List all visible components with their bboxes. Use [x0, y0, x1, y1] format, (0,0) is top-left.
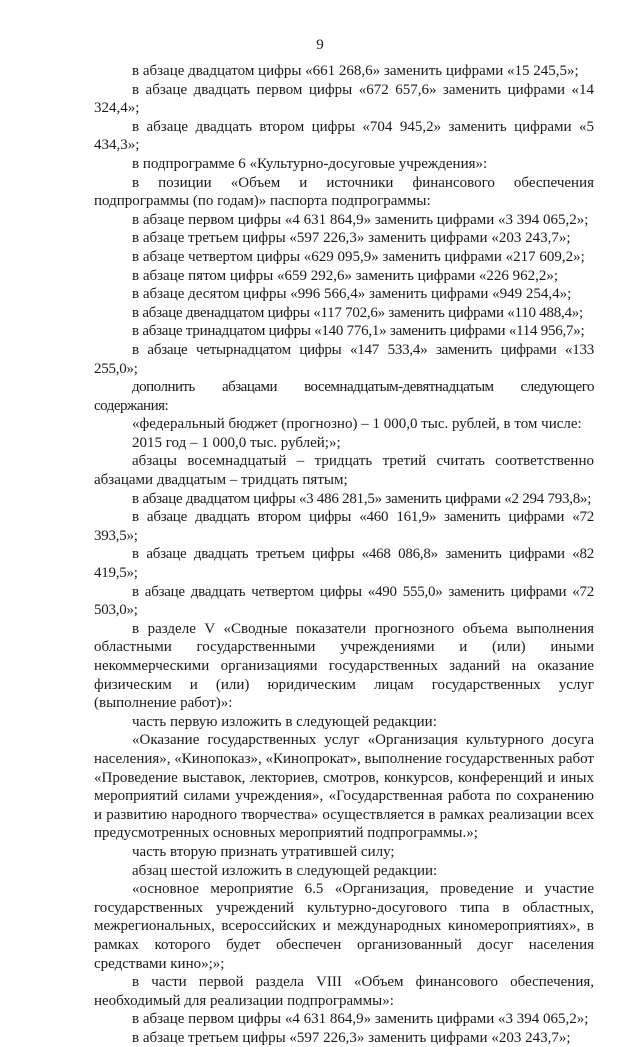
paragraph: в абзаце двадцатом цифры «3 486 281,5» заменить цифрами «2 294 793,8»;: [132, 490, 592, 507]
paragraph: абзацы восемнадцатый – тридцать третий считать соответственно абзацами двадцатым – тридцать пятым;: [94, 453, 594, 489]
paragraph: в абзаце третьем цифры «597 226,3» заменить цифрами «203 243,7»;: [132, 230, 571, 247]
paragraph: дополнить абзацами восемнадцатым-девятнадцатым следующего содержания:: [94, 379, 594, 414]
paragraph: в абзаце первом цифры «4 631 864,9» заменить цифрами «3 394 065,2»;: [132, 211, 589, 228]
paragraph: в абзаце тринадцатом цифры «140 776,1» заменить цифрами «114 956,7»;: [132, 323, 585, 340]
paragraph: «основное мероприятие 6.5 «Организация, проведение и участие государственных учреждений культурно-досугового типа в областных, межрегиональных, всероссийских и международных киномероприятиях», в рамках которого будет обеспечен организованный досуг населения средствами кино»;»;: [94, 881, 594, 972]
paragraph: в абзаце двадцать первом цифры «672 657,6» заменить цифрами «14 324,4»;: [94, 81, 594, 117]
paragraph: «Оказание государственных услуг «Организация культурного досуга населения», «Кинопоказ», «Кинопрокат», выполнение государственных работ «Проведение выставок, лекториев, смотров, конкурсов, конференций и иных мероприятий силами учреждения», «Государственная работа по сохранению и развитию народного творчества» осуществляется в рамках реализации всех предусмотренных основных мероприятий подпрограммы.»;: [94, 732, 594, 842]
paragraph: в абзаце двадцать втором цифры «704 945,2» заменить цифрами «5 434,3»;: [94, 118, 594, 154]
paragraph: в подпрограмме 6 «Культурно-досуговые учреждения»:: [132, 155, 488, 172]
paragraph: в абзаце третьем цифры «597 226,3» заменить цифрами «203 243,7»;: [132, 1029, 571, 1046]
paragraph: часть вторую признать утратившей силу;: [132, 843, 395, 860]
paragraph: в абзаце двадцать четвертом цифры «490 555,0» заменить цифрами «72 503,0»;: [94, 583, 594, 619]
paragraph: в абзаце двенадцатом цифры «117 702,6» заменить цифрами «110 488,4»;: [132, 304, 583, 321]
paragraph: абзац шестой изложить в следующей редакции:: [132, 862, 438, 879]
paragraph: в части первой раздела VIII «Объем финансового обеспечения, необходимый для реализации подпрограммы»:: [94, 974, 594, 1009]
paragraph: в абзаце двадцать третьем цифры «468 086,8» заменить цифрами «82 419,5»;: [94, 546, 594, 582]
paragraph: в абзаце двадцатом цифры «661 268,6» заменить цифрами «15 245,5»;: [132, 63, 579, 79]
paragraph: в абзаце десятом цифры «996 566,4» заменить цифрами «949 254,4»;: [132, 286, 572, 303]
paragraph: в абзаце четырнадцатом цифры «147 533,4» заменить цифрами «133 255,0»;: [94, 341, 594, 377]
paragraph: «федеральный бюджет (прогнозно) – 1 000,0 тыс. рублей, в том числе:: [132, 416, 582, 433]
paragraph: 2015 год – 1 000,0 тыс. рублей;»;: [132, 434, 341, 451]
paragraph: в абзаце двадцать втором цифры «460 161,9» заменить цифрами «72 393,5»;: [94, 509, 594, 544]
paragraph: в разделе V «Сводные показатели прогнозного объема выполнения областными государственными учреждениями и (или) иными некоммерческими организациями государственных заданий на оказание физическим и (или) юридическим лицам государственных услуг (выполнение работ)»:: [94, 620, 594, 712]
paragraph: в абзаце пятом цифры «659 292,6» заменить цифрами «226 962,2»;: [132, 267, 559, 284]
page-number: 9: [316, 37, 324, 53]
paragraph: в абзаце четвертом цифры «629 095,9» заменить цифрами «217 609,2»;: [132, 248, 585, 265]
document-body: [94, 62, 594, 1047]
paragraph: в позиции «Объем и источники финансового обеспечения подпрограммы (по годам)» паспорта подпрограммы:: [94, 174, 594, 210]
paragraph: в абзаце первом цифры «4 631 864,9» заменить цифрами «3 394 065,2»;: [132, 1011, 589, 1028]
paragraph: часть первую изложить в следующей редакции:: [132, 713, 437, 730]
